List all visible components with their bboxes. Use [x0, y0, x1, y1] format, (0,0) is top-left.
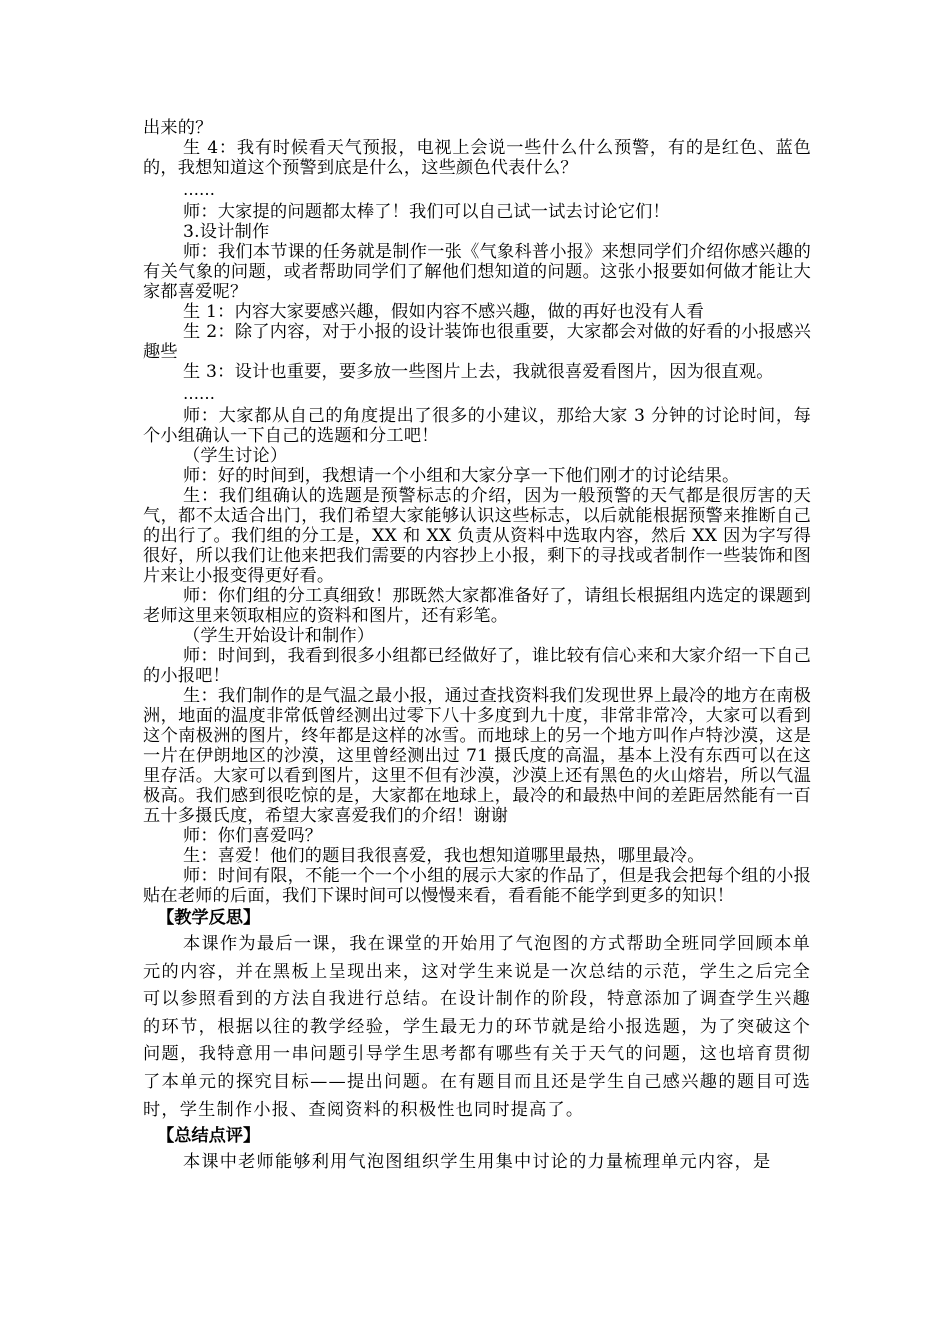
- reflection-text: 本课作为最后一课，我在课堂的开始用了气泡图的方式帮助全班同学回顾本单元的内容，并在黑板上呈现出来，这对学生来说是一次总结的示范，学生之后完全可以参照看到的方法自我进行总结。在设计制作的阶段，特意添加了调查学生兴趣的环节，根据以往的教学经验，学生最无力的环节就是给小报选题，为了突破这个问题，我特意用一串问题引导学生思考都有哪些有关于天气的问题，这也培育贯彻了本单元的探究目标——提出问题。在有题目而且还是学生自己感兴趣的题目可选时，学生制作小报、查阅资料的积极性也同时提高了。: [143, 934, 811, 1120]
- summary-text: 本课中老师能够利用气泡图组织学生用集中讨论的力量梳理单元内容，是: [183, 1152, 772, 1173]
- paragraph-p16: （学生开始设计和制作）: [183, 626, 375, 646]
- reflection-section: [143, 907, 811, 1124]
- summary-heading: 【总结点评】: [157, 1126, 261, 1147]
- lesson-dialogue: [143, 118, 811, 906]
- paragraph-p19: 师：你们喜爱吗？: [183, 826, 323, 846]
- paragraph-p02: 生 4：我有时候看天气预报，电视上会说一些什么什么预警，有的是红色、蓝色的，我想知道这个预警到底是什么，这些颜色代表什么？: [143, 138, 811, 178]
- paragraph-p05: 3.设计制作: [183, 222, 270, 242]
- paragraph-p09: 生 3：设计也重要，要多放一些图片上去，我就很喜爱看图片，因为很直观。: [183, 362, 774, 382]
- paragraph-p20: 生：喜爱！他们的题目我很喜爱，我也想知道哪里最热，哪里最冷。: [183, 846, 705, 866]
- paragraph-p08: 生 2：除了内容，对于小报的设计装饰也很重要，大家都会对做的好看的小报感兴趣些: [143, 322, 811, 362]
- paragraph-p03: ……: [183, 180, 215, 199]
- document-page: [143, 118, 811, 1177]
- paragraph-p01: 出来的？: [143, 118, 213, 138]
- reflection-heading: 【教学反思】: [157, 908, 261, 928]
- summary-section: [143, 1125, 811, 1177]
- paragraph-p12: （学生讨论）: [183, 446, 288, 466]
- paragraph-p13: 师：好的时间到，我想请一个小组和大家分享一下他们刚才的讨论结果。: [183, 466, 740, 486]
- paragraph-p07: 生 1：内容大家要感兴趣，假如内容不感兴趣，做的再好也没有人看: [183, 302, 705, 322]
- paragraph-p15: 师：你们组的分工真细致！那既然大家都准备好了，请组长根据组内选定的课题到老师这里来领取相应的资料和图片，还有彩笔。: [143, 586, 811, 626]
- paragraph-p18: 生：我们制作的是气温之最小报，通过查找资料我们发现世界上最冷的地方在南极洲，地面的温度非常低曾经测出过零下八十多度到九十度，非常非常冷，大家可以看到这个南极洲的图片，终年都是这样的冰雪。而地球上的另一个地方叫作卢特沙漠，这是一片在伊朗地区的沙漠，这里曾经测出过 71 摄氏度的高温，基本上没有东西可以在这里存活。大家可以看到图片，这里不但有沙漠，沙漠上还有黑色的火山熔岩，所以气温极高。我们感到很吃惊的是，大家都在地球上，最冷的和最热中间的差距居然能有一百五十多摄氏度，希望大家喜爱我们的介绍！谢谢: [143, 686, 811, 826]
- paragraph-p06: 师：我们本节课的任务就是制作一张《气象科普小报》来想同学们介绍你感兴趣的有关气象的问题，或者帮助同学们了解他们想知道的问题。这张小报要如何做才能让大家都喜爱呢？: [143, 242, 811, 302]
- paragraph-p14: 生：我们组确认的选题是预警标志的介绍，因为一般预警的天气都是很厉害的天气，都不太适合出门，我们希望大家能够认识这些标志，以后就能根据预警来推断自己的出行了。我们组的分工是，XX 和 XX 负责从资料中选取内容，然后 XX 因为字写得很好，所以我们让他来把我们需要的内容抄上小报，剩下的寻找或者制作一些装饰和图片来让小报变得更好看。: [143, 486, 811, 586]
- paragraph-p17: 师：时间到，我看到很多小组都已经做好了，谁比较有信心来和大家介绍一下自己的小报吧！: [143, 646, 811, 686]
- paragraph-p11: 师：大家都从自己的角度提出了很多的小建议，那给大家 3 分钟的讨论时间，每个小组确认一下自己的选题和分工吧！: [143, 406, 811, 446]
- paragraph-p10: ……: [183, 384, 215, 403]
- paragraph-p21: 师：时间有限，不能一个一个小组的展示大家的作品了，但是我会把每个组的小报贴在老师的后面，我们下课时间可以慢慢来看，看看能不能学到更多的知识！: [143, 866, 811, 906]
- paragraph-p04: 师：大家提的问题都太棒了！我们可以自己试一试去讨论它们！: [183, 202, 670, 222]
